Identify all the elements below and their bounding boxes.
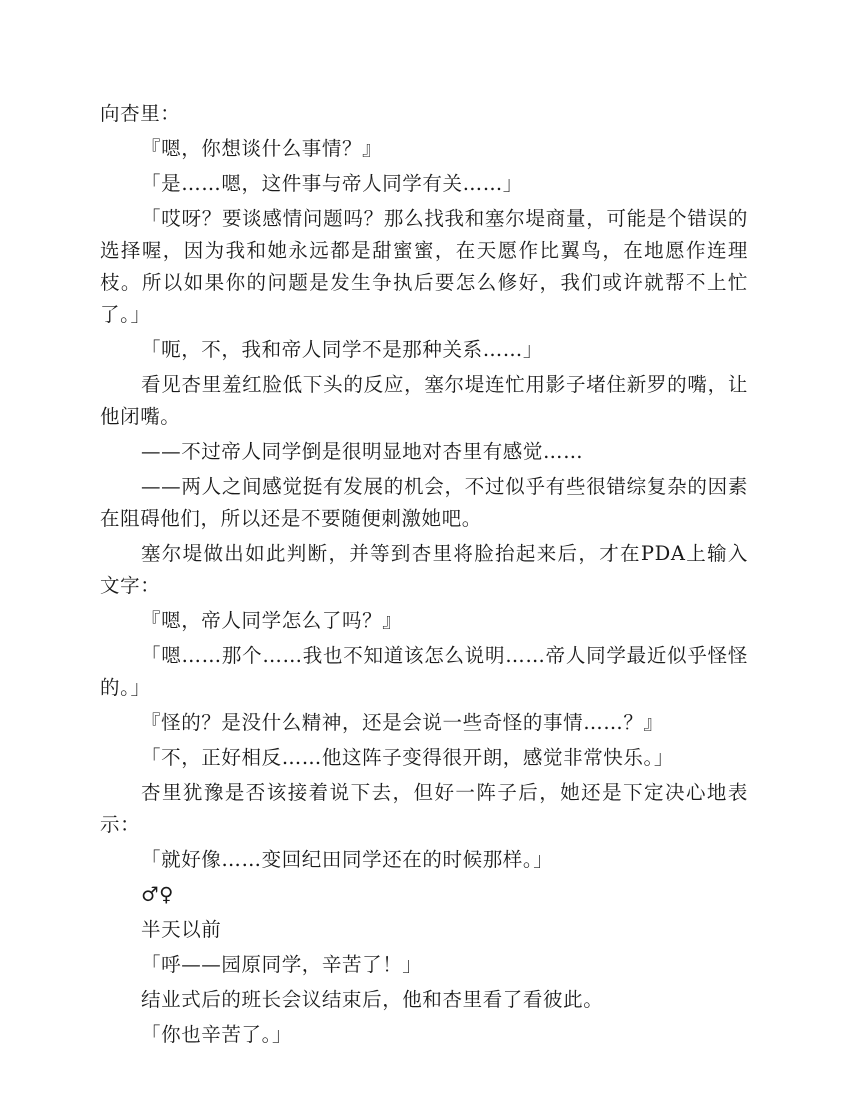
document-page (100, 98, 748, 1054)
paragraph: 「嗯……那个……我也不知道该怎么说明……帝人同学最近似乎怪怪的。」 (100, 644, 748, 699)
paragraph: 『怪的？是没什么精神，还是会说一些奇怪的事情……？』 (141, 711, 664, 734)
paragraph: 「哎呀？要谈感情问题吗？那么找我和塞尔堤商量，可能是个错误的选择喔，因为我和她永远都是甜蜜蜜，在天愿作比翼鸟，在地愿作连理枝。所以如果你的问题是发生争执后要怎么修好，我们或许就帮不上忙了。」 (100, 207, 748, 326)
paragraph: ——两人之间感觉挺有发展的机会，不过似乎有些很错综复杂的因素在阻碍他们，所以还是不要随便刺激她吧。 (100, 475, 748, 530)
paragraph: 「你也辛苦了。」 (141, 1023, 293, 1046)
paragraph: 结业式后的班长会议结束后，他和杏里看了看彼此。 (141, 988, 604, 1011)
paragraph: 『嗯，你想谈什么事情？』 (141, 137, 383, 160)
paragraph: 『嗯，帝人同学怎么了吗？』 (141, 609, 403, 632)
paragraph: 「呼——园原同学，辛苦了！」 (141, 953, 423, 976)
paragraph: ——不过帝人同学倒是很明显地对杏里有感觉…… (141, 440, 584, 463)
paragraph: 「是……嗯，这件事与帝人同学有关……」 (141, 172, 523, 195)
paragraph: 杏里犹豫是否该接着说下去，但好一阵子后，她还是下定决心地表示： (100, 781, 748, 836)
paragraph: 塞尔堤做出如此判断，并等到杏里将脸抬起来后，才在PDA上输入文字： (100, 542, 748, 597)
paragraph: 半天以前 (141, 918, 222, 941)
paragraph: 「就好像……变回纪田同学还在的时候那样。」 (141, 848, 554, 871)
paragraph: 看见杏里羞红脸低下头的反应，塞尔堤连忙用影子堵住新罗的嘴，让他闭嘴。 (100, 373, 748, 428)
paragraph: 「不，正好相反……他这阵子变得很开朗，感觉非常快乐。」 (141, 746, 674, 769)
scene-break-symbol: ♂♀ (141, 883, 174, 906)
paragraph: 向杏里： (100, 102, 181, 125)
paragraph: 「呃，不，我和帝人同学不是那种关系……」 (141, 338, 544, 361)
